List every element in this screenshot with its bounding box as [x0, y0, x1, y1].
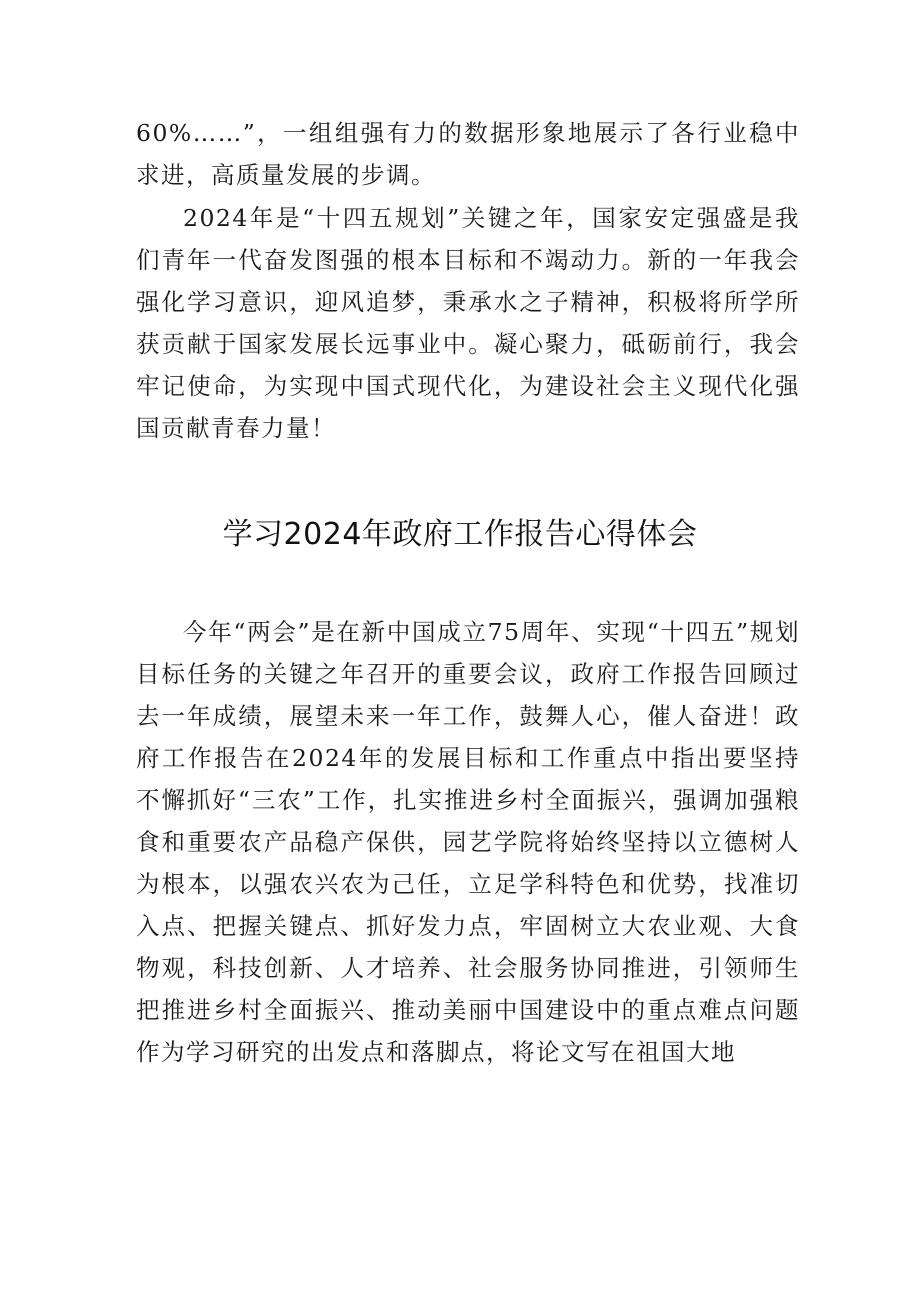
article-title: 学习2024年政府工作报告心得体会 [222, 517, 698, 552]
paragraph-fourteenth-five-year-plan: 2024年是“十四五规划”关键之年，国家安定强盛是我们青年一代奋发图强的根本目标和不竭动力。新的一年我会强化学习意识，迎风追梦，秉承水之子精神，积极将所学所获贡献于国家发展长远事业中。凝心聚力，砥砺前行，我会牢记使命，为实现中国式现代化，为建设社会主义现代化强国贡献青春力量！ [136, 204, 800, 442]
paragraph-continued: 60%……”，一组组强有力的数据形象地展示了各行业稳中求进，高质量发展的步调。 [136, 119, 800, 189]
paragraph-two-sessions: 今年“两会”是在新中国成立75周年、实现“十四五”规划目标任务的关键之年召开的重要会议，政府工作报告回顾过去一年成绩，展望未来一年工作，鼓舞人心，催人奋进！政府工作报告在2024年的发展目标和工作重点中指出要坚持不懈抓好“三农”工作，扎实推进乡村全面振兴，强调加强粮食和重要农产品稳产保供，园艺学院将始终坚持以立德树人为根本，以强农兴农为己任，立足学科特色和优势，找准切入点、把握关键点、抓好发力点，牢固树立大农业观、大食物观，科技创新、人才培养、社会服务协同推进，引领师生把推进乡村全面振兴、推动美丽中国建设中的重点难点问题作为学习研究的出发点和落脚点，将论文写在祖国大地 [136, 618, 800, 1066]
